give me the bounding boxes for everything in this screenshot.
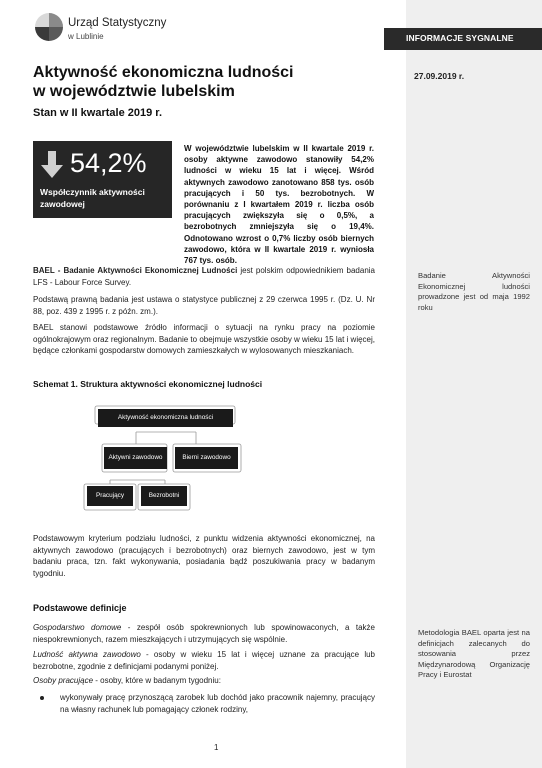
title-line-1: Aktywność ekonomiczna ludności: [33, 64, 294, 81]
sidebar-note-2: Metodologia BAEL oparta jest na definicjach zalecanych do stosowania przez Międzynarodową Organizację Pracy i Eurostat: [418, 628, 530, 680]
definition-text: - osoby w wieku 15 lat i więcej uznane za pracujące lub bezrobotne, zgodnie z definicjami podanymi poniżej.: [33, 650, 376, 671]
highlight-box: [33, 141, 172, 218]
diagram-node-unemployed: Bezrobotni: [141, 486, 187, 506]
bael-term: BAEL - Badanie Aktywności Ekonomicznej Ludności: [33, 266, 238, 275]
page-subtitle: Stan w II kwartale 2019 r.: [33, 107, 163, 119]
bael-paragraph: [33, 265, 375, 288]
diagram-node-active: Aktywni zawodowo: [104, 447, 167, 469]
logo-emblem-icon: [34, 12, 64, 42]
lead-paragraph: W województwie lubelskim w II kwartale 2019 r. osoby aktywne zawodowo stanowiły 54,2% ludności w wieku 15 lat i więcej. Wśród aktywnych zawodowo zanotowano 858 tys. osób pracujących i 50 tys. bezrobotnych. W porównaniu z I kwartałem 2019 r. liczba osób pracujących zwiększyła się o 0,5%, a bezrobotnych zmniejszyła się o 19,4%. Odnotowano wzrost o 0,7% liczby osób biernych zawodowo, która w II kwartale 2019 r. wyniosła 767 tys. osób.: [184, 144, 374, 266]
definition-employed: [33, 675, 375, 687]
criterion-paragraph: Podstawowym kryterium podziału ludności, z punktu widzenia aktywności ekonomicznej, na aktywnych zawodowo (pracujących i bezrobotnych) oraz biernych zawodowo, jest w tym badaniu praca, tzn. fakt wykonywania, posiadania bądź poszukiwania pracy w badanym tygodniu.: [33, 534, 375, 578]
title-line-2: w województwie lubelskim: [33, 83, 235, 100]
definition-term: Osoby pracujące: [33, 676, 94, 685]
sidebar-note-1: Badanie Aktywności Ekonomicznej ludności prowadzone jest od maja 1992 roku: [418, 271, 530, 312]
list-item: wykonywały pracę przynoszącą zarobek lub dochód jako pracownik najemny, pracujący na własny rachunek lub pomagający członek rodziny,: [60, 693, 375, 714]
definition-term: Ludność aktywna zawodowo: [33, 650, 141, 659]
definition-text: - zespół osób spokrewnionych lub spowinowaconych, a także niespokrewnionych, razem mieszkających i utrzymujących się wspólnie.: [33, 623, 375, 644]
diagram-node-passive: Bierni zawodowo: [175, 447, 238, 469]
diagram-node-employed: Pracujący: [87, 486, 133, 506]
page-title: [33, 63, 373, 101]
bael-scope-paragraph: BAEL stanowi podstawowe źródło informacji o sytuacji na rynku pracy na poziomie ogólnokrajowym oraz regionalnym. Badanie to obejmuje wszystkie osoby w wieku 15 lat i więcej, będące członkami gospodarstw domowych zamieszkałych w wylosowanych mieszkaniach.: [33, 323, 375, 355]
diagram-node-root: Aktywność ekonomiczna ludności: [98, 409, 233, 427]
definitions-heading: Podstawowe definicje: [33, 603, 127, 613]
info-label-bar: INFORMACJE SYGNALNE: [384, 28, 542, 50]
logo-title: Urząd Statystyczny: [68, 17, 167, 29]
highlight-label: Współczynnik aktywności zawodowej: [40, 187, 145, 209]
definition-household: [33, 622, 375, 645]
logo: [34, 12, 194, 46]
scheme-title: Schemat 1. Struktura aktywności ekonomicznej ludności: [33, 379, 263, 389]
publication-date: 27.09.2019 r.: [414, 71, 465, 81]
arrow-down-icon: [40, 151, 64, 179]
page-number: 1: [214, 743, 219, 752]
definition-active-population: [33, 649, 375, 672]
bael-description: jest polskim odpowiednikiem badania LFS - Labour Force Survey.: [33, 266, 375, 287]
structure-diagram: [80, 396, 260, 514]
highlight-value: 54,2%: [70, 148, 147, 178]
bullet-icon: [40, 696, 44, 700]
definition-term: Gospodarstwo domowe: [33, 623, 122, 632]
logo-subtitle: w Lublinie: [68, 32, 104, 41]
definition-text: - osoby, które w badanym tygodniu:: [93, 676, 221, 685]
legal-basis-paragraph: Podstawą prawną badania jest ustawa o statystyce publicznej z 29 czerwca 1995 r. (Dz. U. Nr 88, poz. 439 z 1995 r. z późn. zm.).: [33, 295, 375, 316]
